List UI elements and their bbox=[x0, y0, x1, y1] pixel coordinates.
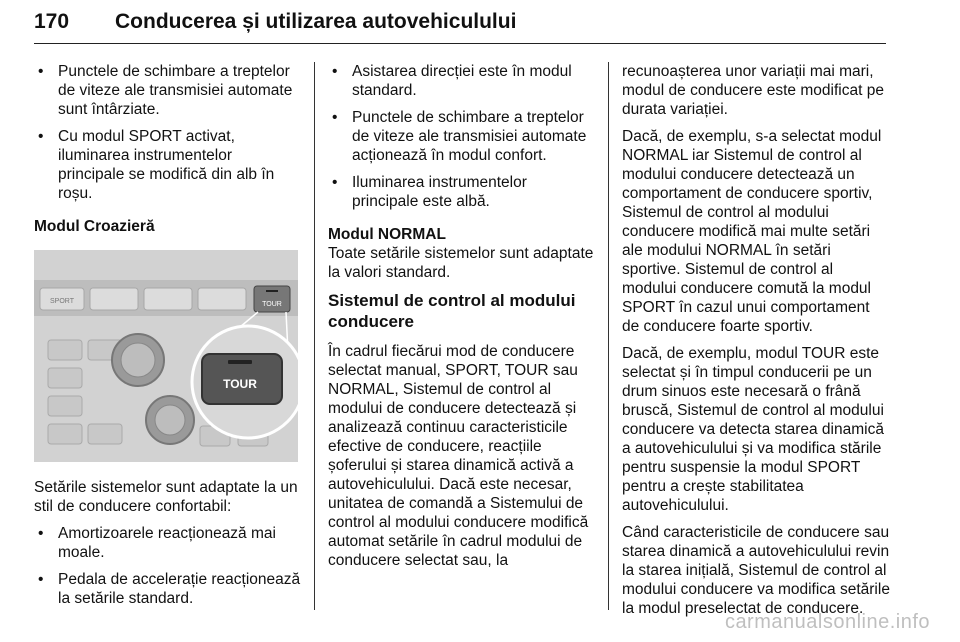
column-divider bbox=[608, 62, 609, 610]
bullet-list bbox=[328, 62, 596, 211]
tour-button-illustration bbox=[34, 250, 298, 462]
bullet-list-top bbox=[34, 62, 302, 203]
paragraph: Setările sistemelor sunt adaptate la un stil de conducere confortabil: bbox=[34, 479, 298, 515]
paragraph: Dacă, de exemplu, s-a selectat modul NORMAL iar Sistemul de control al modului conducere detectează un comportament de conducere sportiv, Sistemul de control al modului conducere modifică mai multe setări ale modului NORMAL în setări sportive. Sistemul de control al modului conducere comută la modul SPORT în cazul unui comportament de conducere foarte sportiv. bbox=[622, 128, 882, 335]
watermark: carmanualsonline.info bbox=[724, 611, 930, 633]
paragraph: Toate setările sistemelor sunt adaptate la valori standard. bbox=[328, 245, 594, 281]
chapter-title: Conducerea și utilizarea autovehiculului bbox=[115, 10, 517, 33]
column-1 bbox=[34, 62, 302, 616]
list-item: • Asistarea direcției este în modul standard. bbox=[328, 62, 596, 100]
paragraph: Când caracteristicile de conducere sau starea dinamică a autovehiculului revin la starea inițială, Sistemul de control al modului conducere va modifica setările la modul preselectat de conducere. bbox=[622, 524, 890, 617]
list-item: • Iluminarea instrumentelor principale este albă. bbox=[328, 173, 596, 211]
tour-small-label: TOUR bbox=[262, 301, 282, 308]
page-number: 170 bbox=[34, 10, 70, 33]
paragraph: În cadrul fiecărui mod de conducere selectat manual, SPORT, TOUR sau NORMAL, Sistemul de control al modului de conducere detectează și analizează continuu caracteristicile efective de conducere, reacțiile șoferului și starea dinamică activă a autovehiculului. Dacă este necesar, unitatea de comandă a Sistemului de control al modului conducere modifică automat setările în cadrul modului de conducere selectat sau, la bbox=[328, 343, 589, 569]
heading-tour-mode: Modul Croazieră bbox=[34, 218, 155, 235]
bullet-list-bottom bbox=[34, 524, 302, 608]
page-header bbox=[34, 9, 886, 44]
column-divider bbox=[314, 62, 315, 610]
sport-label: SPORT bbox=[50, 298, 74, 305]
paragraph: recunoașterea unor variații mai mari, modul de conducere este modificat pe durata variației. bbox=[622, 63, 884, 118]
column-3 bbox=[622, 62, 890, 626]
list-item: • Cu modul SPORT activat, iluminarea instrumentelor principale se modifică din alb în roșu. bbox=[34, 127, 302, 203]
list-item: • Punctele de schimbare a treptelor de viteze ale transmisiei automate sunt întârziate. bbox=[34, 62, 302, 119]
column-2 bbox=[328, 62, 596, 578]
tour-zoom-label: TOUR bbox=[223, 377, 257, 391]
heading-normal-mode: Modul NORMAL bbox=[328, 226, 446, 243]
paragraph: Dacă, de exemplu, modul TOUR este selectat și în timpul conducerii pe un drum sinuos este necesară o frână bruscă, Sistemul de control al modului conducere va detecta starea dinamică a autovehiculului și va modifica stările pentru suspensie la modul SPORT pentru a crește stabilitatea autovehiculului. bbox=[622, 345, 884, 514]
section-heading: Sistemul de control al modului conducere bbox=[328, 291, 576, 331]
list-item: • Pedala de accelerație reacționează la setările standard. bbox=[34, 570, 302, 608]
list-item: • Amortizoarele reacționează mai moale. bbox=[34, 524, 302, 562]
list-item: • Punctele de schimbare a treptelor de viteze ale transmisiei automate acționează în modul confort. bbox=[328, 108, 596, 165]
